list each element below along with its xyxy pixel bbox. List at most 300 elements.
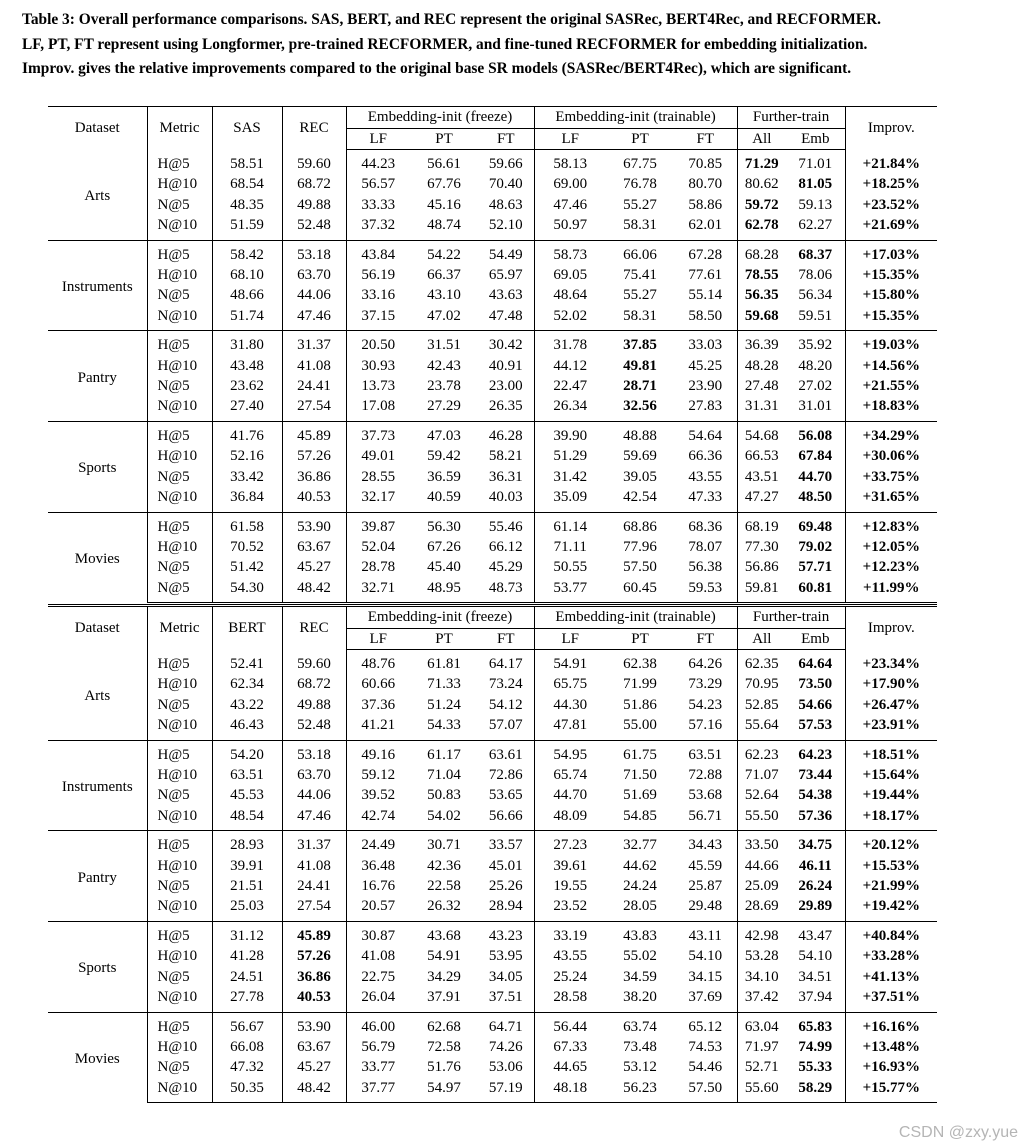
value-cell: 51.76 [427, 1059, 461, 1076]
value-cell: 22.47 [534, 376, 606, 396]
header-recformer: REC [282, 607, 346, 650]
value-cell: 66.08 [212, 1037, 282, 1057]
table-row [48, 785, 937, 805]
value-cell: 50.97 [534, 215, 606, 240]
value-cell: 37.85 [606, 331, 674, 356]
value-cell: 74.53 [688, 1038, 723, 1055]
header-further-train: Further-train [737, 107, 845, 129]
value-cell: 54.91 [534, 650, 606, 675]
value-cell: 73.24 [488, 676, 523, 693]
value-cell: 43.47 [786, 921, 845, 946]
value-cell: 53.68 [688, 787, 723, 804]
value-cell: 66.06 [606, 240, 674, 265]
value-cell: 31.51 [410, 331, 478, 356]
value-cell: 31.31 [737, 396, 786, 421]
value-cell: 40.91 [488, 357, 523, 374]
value-cell: 48.54 [212, 806, 282, 831]
table-row [48, 467, 937, 487]
value-cell: 68.10 [212, 265, 282, 285]
table-row [48, 376, 937, 396]
value-cell: 65.83 [786, 1012, 845, 1037]
table-row [48, 331, 937, 356]
header-row [48, 107, 937, 129]
value-cell: 68.37 [786, 240, 845, 265]
header-embedding-init-trainable: Embedding-init (trainable) [534, 107, 737, 129]
value-cell: 61.58 [212, 512, 282, 537]
value-cell: 34.51 [798, 968, 833, 985]
value-cell: 51.86 [623, 696, 657, 713]
table-row [48, 715, 937, 740]
improvement-cell: +12.05% [845, 537, 937, 557]
improvement-cell: +15.53% [845, 856, 937, 876]
table-row [48, 1012, 937, 1037]
table-row [48, 215, 937, 240]
value-cell: 32.77 [606, 831, 674, 856]
value-cell: 48.76 [346, 650, 410, 675]
value-cell: 59.72 [737, 195, 786, 215]
value-cell: 71.33 [427, 676, 461, 693]
value-cell: 57.26 [282, 946, 346, 966]
header-sub-lf: LF [346, 628, 410, 650]
improvement-cell: +19.03% [845, 331, 937, 356]
value-cell: 59.68 [737, 306, 786, 331]
table-row [48, 831, 937, 856]
value-cell: 74.99 [798, 1038, 833, 1055]
value-cell: 26.35 [488, 398, 523, 415]
metric-name: N@10 [147, 306, 212, 331]
value-cell: 61.75 [606, 740, 674, 765]
value-cell: 73.48 [623, 1038, 657, 1055]
improvement-cell: +14.56% [845, 356, 937, 376]
value-cell: 56.57 [346, 174, 410, 194]
value-cell: 56.71 [688, 807, 723, 824]
value-cell: 54.33 [427, 717, 461, 734]
value-cell: 41.28 [212, 946, 282, 966]
value-cell: 67.26 [427, 538, 461, 555]
value-cell: 17.08 [346, 396, 410, 421]
value-cell: 45.89 [282, 921, 346, 946]
header-sub-lf: LF [534, 128, 606, 150]
value-cell: 54.95 [534, 740, 606, 765]
header-sub-ft: FT [674, 128, 737, 150]
table-row [48, 896, 937, 921]
value-cell: 31.37 [282, 331, 346, 356]
value-cell: 65.97 [488, 267, 523, 284]
table-row [48, 512, 937, 537]
improvement-cell: +18.83% [845, 396, 937, 421]
value-cell: 55.00 [623, 717, 657, 734]
value-cell: 39.90 [534, 421, 606, 446]
value-cell: 28.58 [534, 987, 606, 1012]
table-row [48, 1078, 937, 1103]
value-cell: 55.64 [737, 715, 786, 740]
value-cell: 48.42 [282, 1078, 346, 1103]
value-cell: 52.02 [534, 306, 606, 331]
value-cell: 48.35 [212, 195, 282, 215]
value-cell: 68.54 [212, 174, 282, 194]
value-cell: 42.98 [737, 921, 786, 946]
value-cell: 56.44 [534, 1012, 606, 1037]
value-cell: 27.40 [212, 396, 282, 421]
value-cell: 25.24 [534, 967, 606, 987]
value-cell: 56.30 [410, 512, 478, 537]
header-base-model: SAS [212, 107, 282, 150]
value-cell: 46.28 [478, 421, 534, 446]
value-cell: 67.76 [427, 176, 461, 193]
value-cell: 77.96 [623, 538, 657, 555]
value-cell: 60.66 [346, 674, 410, 694]
value-cell: 41.08 [282, 856, 346, 876]
dataset-name: Sports [48, 421, 147, 512]
table-row [48, 921, 937, 946]
value-cell: 44.70 [534, 785, 606, 805]
value-cell: 62.38 [623, 656, 657, 672]
value-cell: 59.60 [282, 150, 346, 175]
value-cell: 68.72 [282, 674, 346, 694]
value-cell: 51.24 [427, 696, 461, 713]
value-cell: 60.81 [786, 578, 845, 603]
improvement-cell: +17.90% [845, 674, 937, 694]
value-cell: 71.97 [737, 1037, 786, 1057]
improvement-cell: +12.83% [845, 512, 937, 537]
value-cell: 47.02 [427, 307, 461, 324]
metric-name: H@10 [147, 174, 212, 194]
improvement-cell: +21.55% [845, 376, 937, 396]
value-cell: 33.42 [212, 467, 282, 487]
value-cell: 58.50 [688, 307, 723, 324]
value-cell: 52.85 [737, 695, 786, 715]
value-cell: 37.32 [346, 215, 410, 240]
metric-name: H@5 [147, 831, 212, 856]
header-sub-ft: FT [478, 128, 534, 150]
value-cell: 27.02 [798, 378, 833, 395]
sasrec-results-table [48, 106, 937, 603]
value-cell: 70.52 [212, 537, 282, 557]
value-cell: 51.59 [212, 215, 282, 240]
value-cell: 53.18 [282, 740, 346, 765]
table-row [48, 306, 937, 331]
value-cell: 40.59 [427, 489, 461, 506]
value-cell: 63.70 [282, 265, 346, 285]
value-cell: 37.73 [346, 421, 410, 446]
header-embedding-init-freeze: Embedding-init (freeze) [346, 107, 534, 129]
improvement-cell: +19.44% [845, 785, 937, 805]
value-cell: 69.05 [534, 265, 606, 285]
value-cell: 26.32 [427, 898, 461, 915]
improvement-cell: +11.99% [845, 578, 937, 603]
table-row [48, 195, 937, 215]
value-cell: 51.29 [534, 446, 606, 466]
value-cell: 54.12 [488, 696, 523, 713]
value-cell: 64.64 [798, 656, 833, 672]
improvement-cell: +18.25% [845, 174, 937, 194]
value-cell: 22.58 [427, 878, 461, 895]
improvement-cell: +21.69% [845, 215, 937, 240]
value-cell: 56.86 [737, 557, 786, 577]
value-cell: 25.03 [212, 896, 282, 921]
improvement-cell: +12.23% [845, 557, 937, 577]
value-cell: 26.04 [346, 987, 410, 1012]
value-cell: 47.27 [737, 487, 786, 512]
value-cell: 33.77 [346, 1057, 410, 1077]
value-cell: 56.34 [798, 287, 833, 304]
value-cell: 48.28 [737, 356, 786, 376]
value-cell: 59.42 [427, 448, 461, 465]
dataset-name: Movies [48, 1012, 147, 1103]
improvement-cell: +33.28% [845, 946, 937, 966]
value-cell: 66.53 [737, 446, 786, 466]
value-cell: 33.57 [478, 831, 534, 856]
metric-name: N@5 [147, 578, 212, 603]
value-cell: 53.65 [488, 787, 523, 804]
value-cell: 48.09 [534, 806, 606, 831]
improvement-cell: +15.77% [845, 1078, 937, 1103]
value-cell: 27.23 [534, 831, 606, 856]
value-cell: 52.48 [282, 215, 346, 240]
value-cell: 47.48 [488, 307, 523, 324]
header-sub-all: All [737, 128, 786, 150]
value-cell: 62.34 [212, 674, 282, 694]
value-cell: 34.59 [623, 968, 657, 985]
metric-name: N@10 [147, 487, 212, 512]
value-cell: 64.23 [786, 740, 845, 765]
value-cell: 44.66 [737, 856, 786, 876]
improvement-cell: +23.91% [845, 715, 937, 740]
improvement-cell: +21.99% [845, 876, 937, 896]
header-base-model: BERT [212, 607, 282, 650]
table-row [48, 856, 937, 876]
value-cell: 52.16 [212, 446, 282, 466]
improvement-cell: +19.42% [845, 896, 937, 921]
value-cell: 37.69 [688, 989, 723, 1006]
value-cell: 55.02 [623, 948, 657, 965]
value-cell: 77.30 [737, 537, 786, 557]
value-cell: 65.75 [534, 674, 606, 694]
value-cell: 58.13 [534, 150, 606, 175]
value-cell: 68.19 [737, 512, 786, 537]
metric-name: N@5 [147, 876, 212, 896]
value-cell: 54.91 [427, 948, 461, 965]
value-cell: 69.00 [534, 174, 606, 194]
value-cell: 28.05 [623, 898, 657, 915]
value-cell: 54.66 [798, 696, 833, 713]
value-cell: 56.19 [346, 265, 410, 285]
value-cell: 71.99 [623, 676, 657, 693]
value-cell: 30.42 [478, 331, 534, 356]
value-cell: 45.25 [688, 357, 723, 374]
value-cell: 32.71 [346, 578, 410, 603]
value-cell: 52.48 [282, 715, 346, 740]
value-cell: 52.64 [737, 785, 786, 805]
value-cell: 45.59 [688, 857, 723, 874]
value-cell: 72.88 [688, 767, 723, 784]
value-cell: 43.22 [212, 695, 282, 715]
value-cell: 45.27 [282, 1057, 346, 1077]
header-sub-ft: FT [478, 628, 534, 650]
value-cell: 62.78 [737, 215, 786, 240]
value-cell: 80.62 [737, 174, 786, 194]
header-embedding-init-trainable: Embedding-init (trainable) [534, 607, 737, 629]
value-cell: 37.15 [346, 306, 410, 331]
value-cell: 28.78 [346, 557, 410, 577]
value-cell: 52.04 [346, 537, 410, 557]
value-cell: 48.63 [488, 196, 523, 213]
value-cell: 61.81 [427, 656, 461, 672]
value-cell: 56.66 [488, 807, 523, 824]
value-cell: 54.97 [410, 1078, 478, 1103]
value-cell: 35.09 [534, 487, 606, 512]
value-cell: 60.45 [606, 578, 674, 603]
improvement-cell: +21.84% [845, 150, 937, 175]
value-cell: 62.01 [688, 217, 723, 234]
value-cell: 56.61 [427, 156, 461, 172]
value-cell: 59.69 [623, 448, 657, 465]
table-row [48, 174, 937, 194]
value-cell: 57.07 [488, 717, 523, 734]
value-cell: 55.27 [623, 196, 657, 213]
improvement-cell: +20.12% [845, 831, 937, 856]
value-cell: 37.42 [737, 987, 786, 1012]
value-cell: 49.88 [282, 695, 346, 715]
value-cell: 57.19 [478, 1078, 534, 1103]
value-cell: 61.17 [410, 740, 478, 765]
value-cell: 59.60 [282, 650, 346, 675]
table-row [48, 876, 937, 896]
value-cell: 71.29 [737, 150, 786, 175]
caption-line: Table 3: Overall performance comparisons. SAS, BERT, and REC represent the original SASRec, BERT4Rec, and RECFORMER. [22, 11, 881, 28]
metric-name: N@5 [147, 967, 212, 987]
value-cell: 62.23 [737, 740, 786, 765]
value-cell: 20.50 [346, 331, 410, 356]
value-cell: 44.06 [282, 285, 346, 305]
table-row [48, 740, 937, 765]
value-cell: 28.93 [212, 831, 282, 856]
value-cell: 53.90 [282, 1012, 346, 1037]
value-cell: 34.29 [427, 968, 461, 985]
value-cell: 72.58 [427, 1038, 461, 1055]
value-cell: 53.06 [488, 1059, 523, 1076]
value-cell: 68.28 [737, 240, 786, 265]
value-cell: 59.53 [674, 578, 737, 603]
value-cell: 43.83 [606, 921, 674, 946]
value-cell: 26.34 [534, 396, 606, 421]
value-cell: 55.60 [737, 1078, 786, 1103]
value-cell: 79.02 [798, 538, 833, 555]
header-sub-ft: FT [674, 628, 737, 650]
metric-name: H@5 [147, 240, 212, 265]
value-cell: 70.40 [488, 176, 523, 193]
value-cell: 49.88 [282, 195, 346, 215]
header-sub-emb: Emb [786, 128, 845, 150]
value-cell: 78.55 [737, 265, 786, 285]
value-cell: 44.65 [534, 1057, 606, 1077]
metric-name: N@5 [147, 467, 212, 487]
value-cell: 62.68 [410, 1012, 478, 1037]
value-cell: 58.51 [212, 150, 282, 175]
table-row [48, 650, 937, 675]
value-cell: 48.66 [212, 285, 282, 305]
value-cell: 57.71 [798, 559, 833, 576]
value-cell: 23.52 [534, 896, 606, 921]
value-cell: 42.54 [623, 489, 657, 506]
value-cell: 49.16 [346, 740, 410, 765]
value-cell: 30.93 [346, 356, 410, 376]
dataset-name: Sports [48, 921, 147, 1012]
value-cell: 44.62 [623, 857, 657, 874]
value-cell: 34.75 [786, 831, 845, 856]
value-cell: 56.79 [346, 1037, 410, 1057]
dataset-name: Arts [84, 688, 111, 705]
value-cell: 36.86 [282, 967, 346, 987]
value-cell: 32.56 [623, 398, 657, 415]
value-cell: 54.49 [478, 240, 534, 265]
value-cell: 72.86 [488, 767, 523, 784]
value-cell: 54.10 [798, 948, 833, 965]
table-row [48, 1037, 937, 1057]
value-cell: 54.85 [623, 807, 657, 824]
value-cell: 22.75 [346, 967, 410, 987]
value-cell: 47.32 [212, 1057, 282, 1077]
value-cell: 27.78 [212, 987, 282, 1012]
value-cell: 73.29 [688, 676, 723, 693]
value-cell: 24.41 [282, 876, 346, 896]
value-cell: 41.76 [212, 421, 282, 446]
dataset-name: Pantry [48, 331, 147, 422]
table-row [48, 446, 937, 466]
value-cell: 59.81 [737, 578, 786, 603]
value-cell: 52.71 [737, 1057, 786, 1077]
value-cell: 46.43 [212, 715, 282, 740]
improvement-cell: +23.34% [845, 650, 937, 675]
value-cell: 58.42 [212, 240, 282, 265]
value-cell: 63.04 [737, 1012, 786, 1037]
value-cell: 26.24 [798, 878, 833, 895]
value-cell: 39.52 [346, 785, 410, 805]
value-cell: 66.12 [488, 538, 523, 555]
value-cell: 27.48 [737, 376, 786, 396]
improvement-cell: +13.48% [845, 1037, 937, 1057]
value-cell: 56.23 [606, 1078, 674, 1103]
value-cell: 54.10 [688, 948, 723, 965]
metric-name: H@10 [147, 537, 212, 557]
value-cell: 34.43 [674, 831, 737, 856]
value-cell: 49.01 [346, 446, 410, 466]
metric-name: N@5 [147, 785, 212, 805]
value-cell: 70.95 [737, 674, 786, 694]
value-cell: 50.83 [427, 787, 461, 804]
value-cell: 25.87 [688, 878, 723, 895]
table-row [48, 806, 937, 831]
value-cell: 43.55 [534, 946, 606, 966]
value-cell: 77.61 [688, 267, 723, 284]
value-cell: 64.71 [478, 1012, 534, 1037]
value-cell: 63.51 [212, 765, 282, 785]
value-cell: 78.06 [798, 267, 833, 284]
value-cell: 31.37 [282, 831, 346, 856]
value-cell: 44.23 [346, 150, 410, 175]
value-cell: 36.59 [427, 468, 461, 485]
value-cell: 24.51 [212, 967, 282, 987]
metric-name: N@5 [147, 695, 212, 715]
metric-name: H@5 [147, 921, 212, 946]
value-cell: 47.33 [688, 489, 723, 506]
value-cell: 55.14 [688, 287, 723, 304]
metric-name: H@5 [147, 150, 212, 175]
bert4rec-results-table [48, 606, 937, 1103]
table-row [48, 487, 937, 512]
value-cell: 66.37 [427, 267, 461, 284]
value-cell: 67.75 [623, 156, 657, 172]
